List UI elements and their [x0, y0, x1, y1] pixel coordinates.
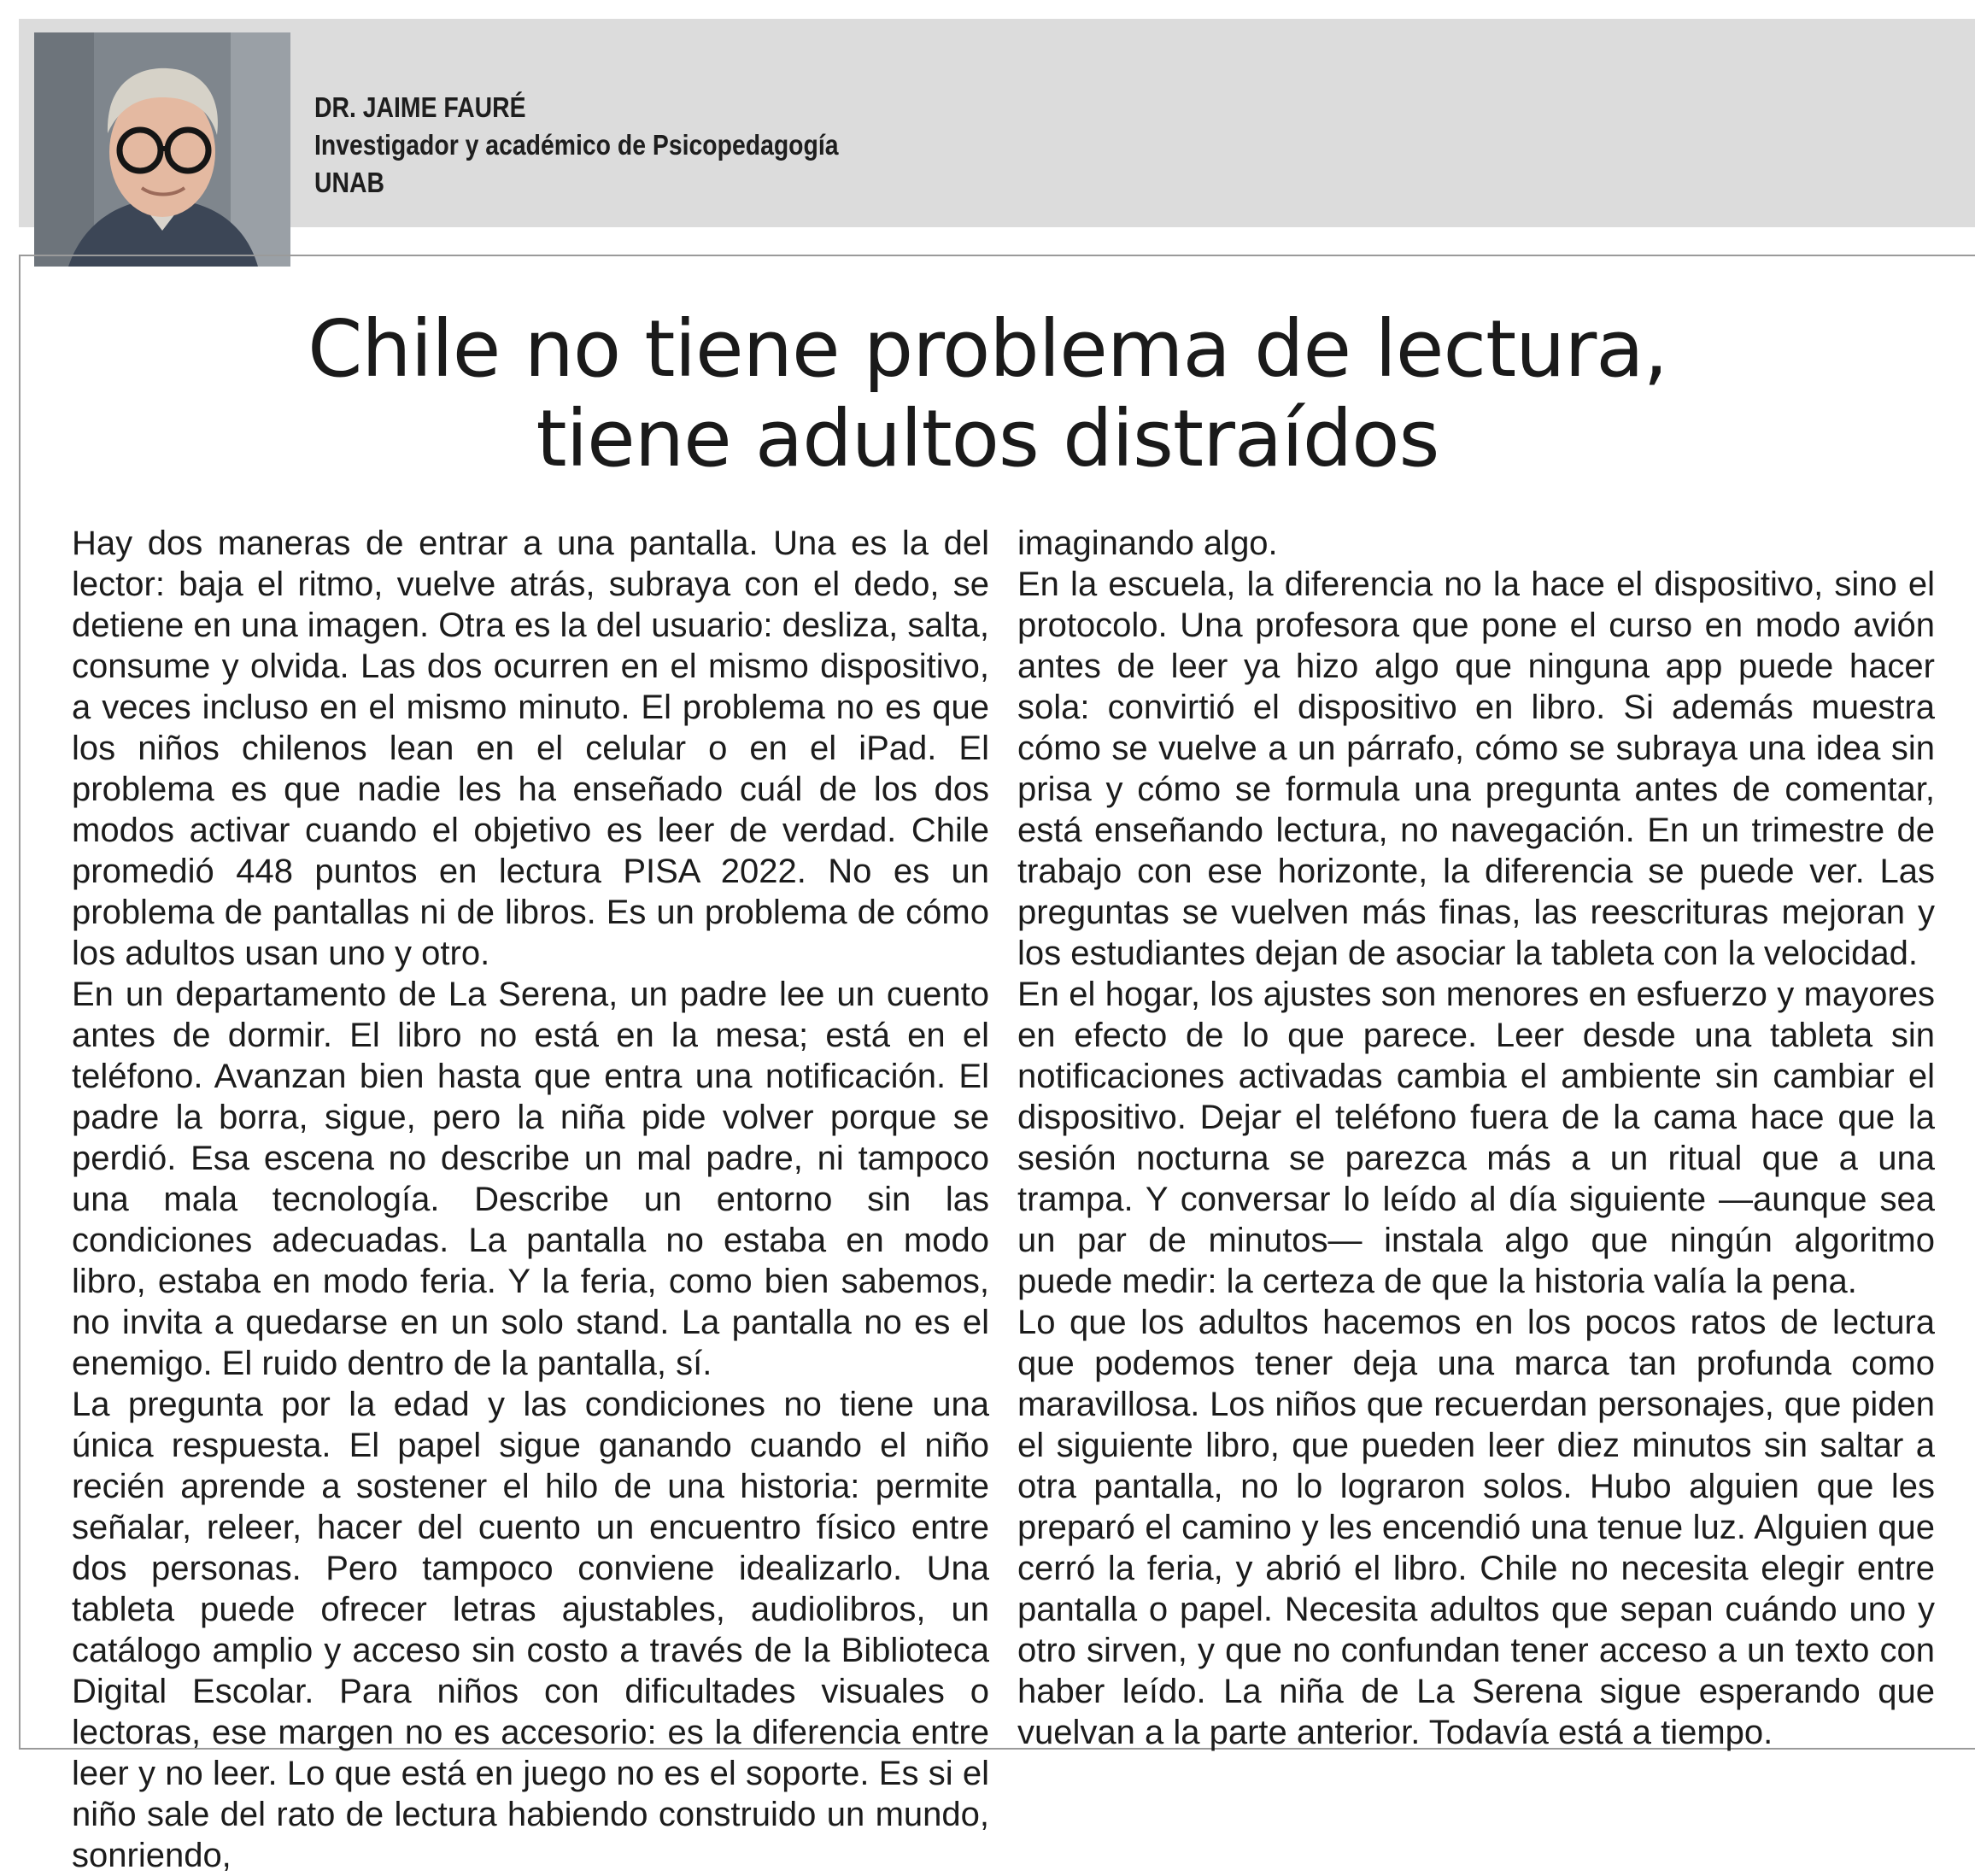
paragraph: En un departamento de La Serena, un padre lee un cuento antes de dormir. El libro no está en la mesa; está en el teléfono. Avanzan bien hasta que entra una notificación. El padre la borra, sigue, pero la niña pide volver porque se perdió. Esa escena no describe un mal padre, ni tampoco una mala tecnología. Describe un entorno sin las condiciones adecuadas. La pantalla no estaba en modo libro, estaba en modo feria. Y la feria, como bien sabemos, no invita a quedarse en un solo stand. La pantalla no es el enemigo. El ruido dentro de la pantalla, sí. [72, 976, 989, 1382]
header-band [19, 19, 1975, 227]
paragraph: Lo que los adultos hacemos en los pocos ratos de lectura que podemos tener deja una marca tan profunda como maravillosa. Los niños que recuerdan personajes, que piden el siguiente libro, que pueden leer diez minutos sin saltar a otra pantalla, no lo lograron solos. Hubo alguien que les preparó el camino y les encendió una tenue luz. Alguien que cerró la feria, y abrió el libro. Chile no necesita elegir entre pantalla o papel. Necesita adultos que sepan cuándo uno y otro sirven, y que no confundan tener acceso a un texto con haber leído. La niña de La Serena sigue esperando que vuelvan a la parte anterior. Todavía está a tiempo. [1017, 1304, 1935, 1751]
paragraph: Hay dos maneras de entrar a una pantalla. Una es la del lector: baja el ritmo, vuelve atrás, subraya con el dedo, se detiene en una imagen. Otra es la del usuario: desliza, salta, consume y olvida. Las dos ocurren en el mismo dispositivo, a veces incluso en el mismo minuto. El problema no es que los niños chilenos lean en el celular o en el iPad. El problema es que nadie les ha enseñado cuál de los dos modos activar cuando el objetivo es leer de verdad. Chile promedió 448 puntos en lectura PISA 2022. No es un problema de pantallas ni de libros. Es un problema de cómo los adultos usan uno y otro. [72, 525, 989, 972]
author-byline [314, 89, 839, 202]
right-column [1017, 523, 1935, 1753]
author-photo [34, 32, 290, 267]
paragraph: La pregunta por la edad y las condiciones no tiene una única respuesta. El papel sigue ganando cuando el niño recién aprende a sostener el hilo de una historia: permite señalar, releer, hacer del cuento un encuentro físico entre dos personas. Pero tampoco conviene idealizarlo. Una tableta puede ofrecer letras ajustables, audiolibros, un catálogo amplio y acceso sin costo a través de la Biblioteca Digital Escolar. Para niños con dificultades visuales o lectoras, ese margen no es accesorio: es la diferencia entre leer y no leer. Lo que está en juego no es el soporte. Es si el niño sale del rato de lectura habiendo construido un mundo, sonriendo, [72, 1386, 989, 1874]
paragraph: En el hogar, los ajustes son menores en esfuerzo y mayores en efecto de lo que parece. Leer desde una tableta sin notificaciones activadas cambia el ambiente sin cambiar el dispositivo. Dejar el teléfono fuera de la cama hace que la sesión nocturna se parezca más a un ritual que a una trampa. Y conversar lo leído al día siguiente —aunque sea un par de minutos— instala algo que ningún algoritmo puede medir: la certeza de que la historia valía la pena. [1017, 976, 1935, 1300]
article-title [0, 304, 1975, 484]
paragraph: imaginando algo. [1017, 525, 1278, 562]
author-name: DR. JAIME FAURÉ [314, 91, 526, 123]
author-role: Investigador y académico de Psicopedagogía [314, 129, 839, 161]
title-line-2: tiene adultos distraídos [536, 393, 1439, 484]
title-line-1: Chile no tiene problema de lectura, [308, 303, 1667, 395]
author-institution: UNAB [314, 167, 384, 198]
paragraph: En la escuela, la diferencia no la hace el dispositivo, sino el protocolo. Una profesora que pone el curso en modo avión antes de leer ya hizo algo que ninguna app puede hacer sola: convirtió el dispositivo en libro. Si además muestra cómo se vuelve a un párrafo, cómo se subraya una idea sin prisa y cómo se formula una pregunta antes de comentar, está enseñando lectura, no navegación. En un trimestre de trabajo con ese horizonte, la diferencia se puede ver. Las preguntas se vuelven más finas, las reescrituras mejoran y los estudiantes dejan de asociar la tableta con la velocidad. [1017, 566, 1935, 972]
left-column [72, 523, 989, 1876]
